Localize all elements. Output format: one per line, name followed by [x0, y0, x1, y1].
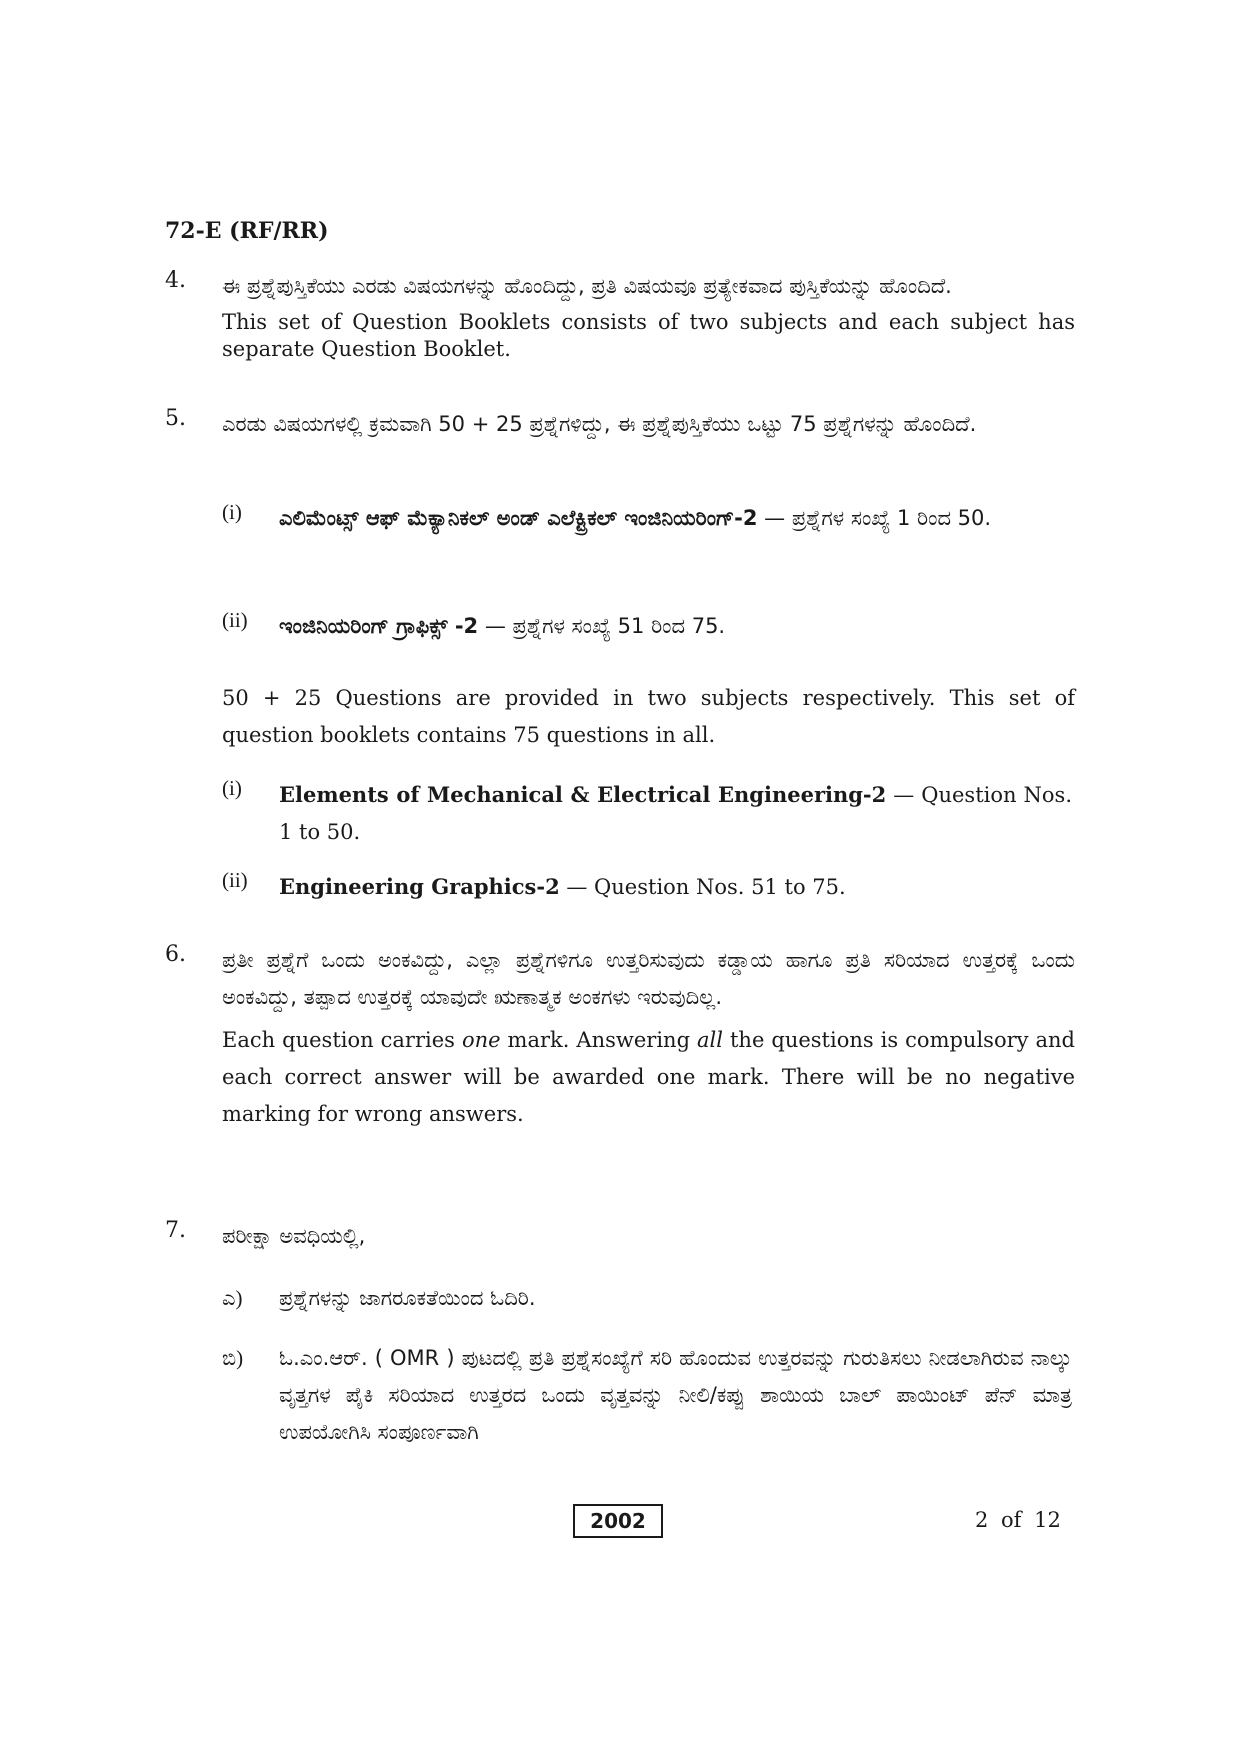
question-range: — ಪ್ರಶ್ನೆಗಳ ಸಂಖ್ಯೆ 51 ರಿಂದ 75. [478, 614, 726, 638]
instruction-item-4 [165, 268, 1075, 363]
page-number: 2 of 12 [975, 1508, 1061, 1532]
english-subject-2 [222, 868, 1072, 906]
kannada-subject-1 [222, 500, 1072, 537]
rule-text: ಪ್ರಶ್ನೆಗಳನ್ನು ಜಾಗರೂಕತೆಯಿಂದ ಓದಿರಿ. [279, 1286, 536, 1310]
subject-name: Engineering Graphics-2 [279, 874, 560, 899]
item-number: 4. [165, 268, 186, 293]
subject-name: ಎಲಿಮೆಂಟ್ಸ್ ಆಫ್ ಮೆಕ್ಯಾನಿಕಲ್ ಅಂಡ್ ಎಲೆಕ್ಟ್ರಿಕಲ್ ಇಂಜಿನಿಯರಿಂಗ್-2 [279, 506, 758, 530]
sub-label: ಬಿ) [222, 1346, 244, 1370]
english-text: 50 + 25 Questions are provided in two subjects respectively. This set of question booklets contains 75 questions in all. [222, 686, 1075, 747]
booklet-code-box: 2002 [573, 1504, 663, 1538]
emphasis: one [461, 1028, 501, 1052]
item-number: 7. [165, 1218, 186, 1243]
exam-rule-b [222, 1340, 1072, 1451]
kannada-text: ಈ ಪ್ರಶ್ನೆಪುಸ್ತಿಕೆಯು ಎರಡು ವಿಷಯಗಳನ್ನು ಹೊಂದಿದ್ದು, ಪ್ರತಿ ವಿಷಯವೂ ಪ್ರತ್ಯೇಕವಾದ ಪುಸ್ತಿಕೆಯನ್ನು ಹೊಂದಿದೆ. [222, 274, 952, 298]
text-run: the questions is compulsory and each correct answer will be awarded one mark. There will be no negative marking for wrong answers. [222, 1028, 1075, 1126]
kannada-text: ಎರಡು ವಿಷಯಗಳಲ್ಲಿ ಕ್ರಮವಾಗಿ 50 + 25 ಪ್ರಶ್ನೆಗಳಿದ್ದು, ಈ ಪ್ರಶ್ನೆಪುಸ್ತಿಕೆಯು ಒಟ್ಟು 75 ಪ್ರಶ್ನೆಗಳನ್ನು ಹೊಂದಿದೆ. [222, 412, 977, 436]
exam-rule-a [222, 1280, 1072, 1317]
paper-code-header: 72-E (RF/RR) [165, 218, 329, 244]
kannada-subject-2 [222, 608, 1072, 645]
sub-label: (i) [222, 776, 242, 800]
rule-text: ಓ.ಎಂ.ಆರ್. ( OMR ) ಪುಟದಲ್ಲಿ ಪ್ರತಿ ಪ್ರಶ್ನೆಸಂಖ್ಯೆಗೆ ಸರಿ ಹೊಂದುವ ಉತ್ತರವನ್ನು ಗುರುತಿಸಲು ನೀಡಲಾಗಿರುವ ನಾಲ್ಕು ವೃತ್ತಗಳ ಪೈಕಿ ಸರಿಯಾದ ಉತ್ತರದ ಒಂದು ವೃತ್ತವನ್ನು ನೀಲಿ/ಕಪ್ಪು ಶಾಯಿಯ ಬಾಲ್ ಪಾಯಿಂಟ್ ಪೆನ್ ಮಾತ್ರ ಉಪಯೋಗಿಸಿ ಸಂಪೂರ್ಣವಾಗಿ [279, 1346, 1072, 1444]
kannada-text: ಪ್ರತೀ ಪ್ರಶ್ನೆಗೆ ಒಂದು ಅಂಕವಿದ್ದು, ಎಲ್ಲಾ ಪ್ರಶ್ನೆಗಳಿಗೂ ಉತ್ತರಿಸುವುದು ಕಡ್ಡಾಯ ಹಾಗೂ ಪ್ರತಿ ಸರಿಯಾದ ಉತ್ತರಕ್ಕೆ ಒಂದು ಅಂಕವಿದ್ದು, ತಪ್ಪಾದ ಉತ್ತರಕ್ಕೆ ಯಾವುದೇ ಋಣಾತ್ಮಕ ಅಂಕಗಳು ಇರುವುದಿಲ್ಲ. [222, 948, 1075, 1009]
kannada-text: ಪರೀಕ್ಷಾ ಅವಧಿಯಲ್ಲಿ, [222, 1224, 366, 1248]
emphasis: all [697, 1028, 723, 1052]
item-number: 5. [165, 406, 186, 431]
question-range: — Question Nos. 1 to 50. [279, 783, 1072, 844]
instruction-item-7 [165, 1218, 1075, 1255]
sub-label: (ii) [222, 608, 248, 632]
question-range: — Question Nos. 51 to 75. [559, 875, 846, 899]
subject-name: Elements of Mechanical & Electrical Engineering-2 [279, 782, 887, 807]
subject-name: ಇಂಜಿನಿಯರಿಂಗ್ ಗ್ರಾಫಿಕ್ಸ್ -2 [279, 614, 479, 638]
sub-label: (ii) [222, 868, 248, 892]
english-text [222, 1022, 1075, 1133]
text-run: Each question carries [222, 1028, 462, 1052]
text-run: mark. Answering [500, 1028, 698, 1052]
sub-label: ಎ) [222, 1286, 243, 1310]
instruction-item-6 [165, 942, 1075, 1133]
sub-label: (i) [222, 500, 242, 524]
instruction-item-5 [165, 406, 1075, 443]
english-subject-1 [222, 776, 1072, 851]
item-number: 6. [165, 942, 186, 967]
english-text: This set of Question Booklets consists of two subjects and each subject has separate Question Booklet. [222, 310, 1075, 361]
english-summary [165, 680, 1075, 754]
question-range: — ಪ್ರಶ್ನೆಗಳ ಸಂಖ್ಯೆ 1 ರಿಂದ 50. [757, 506, 992, 530]
